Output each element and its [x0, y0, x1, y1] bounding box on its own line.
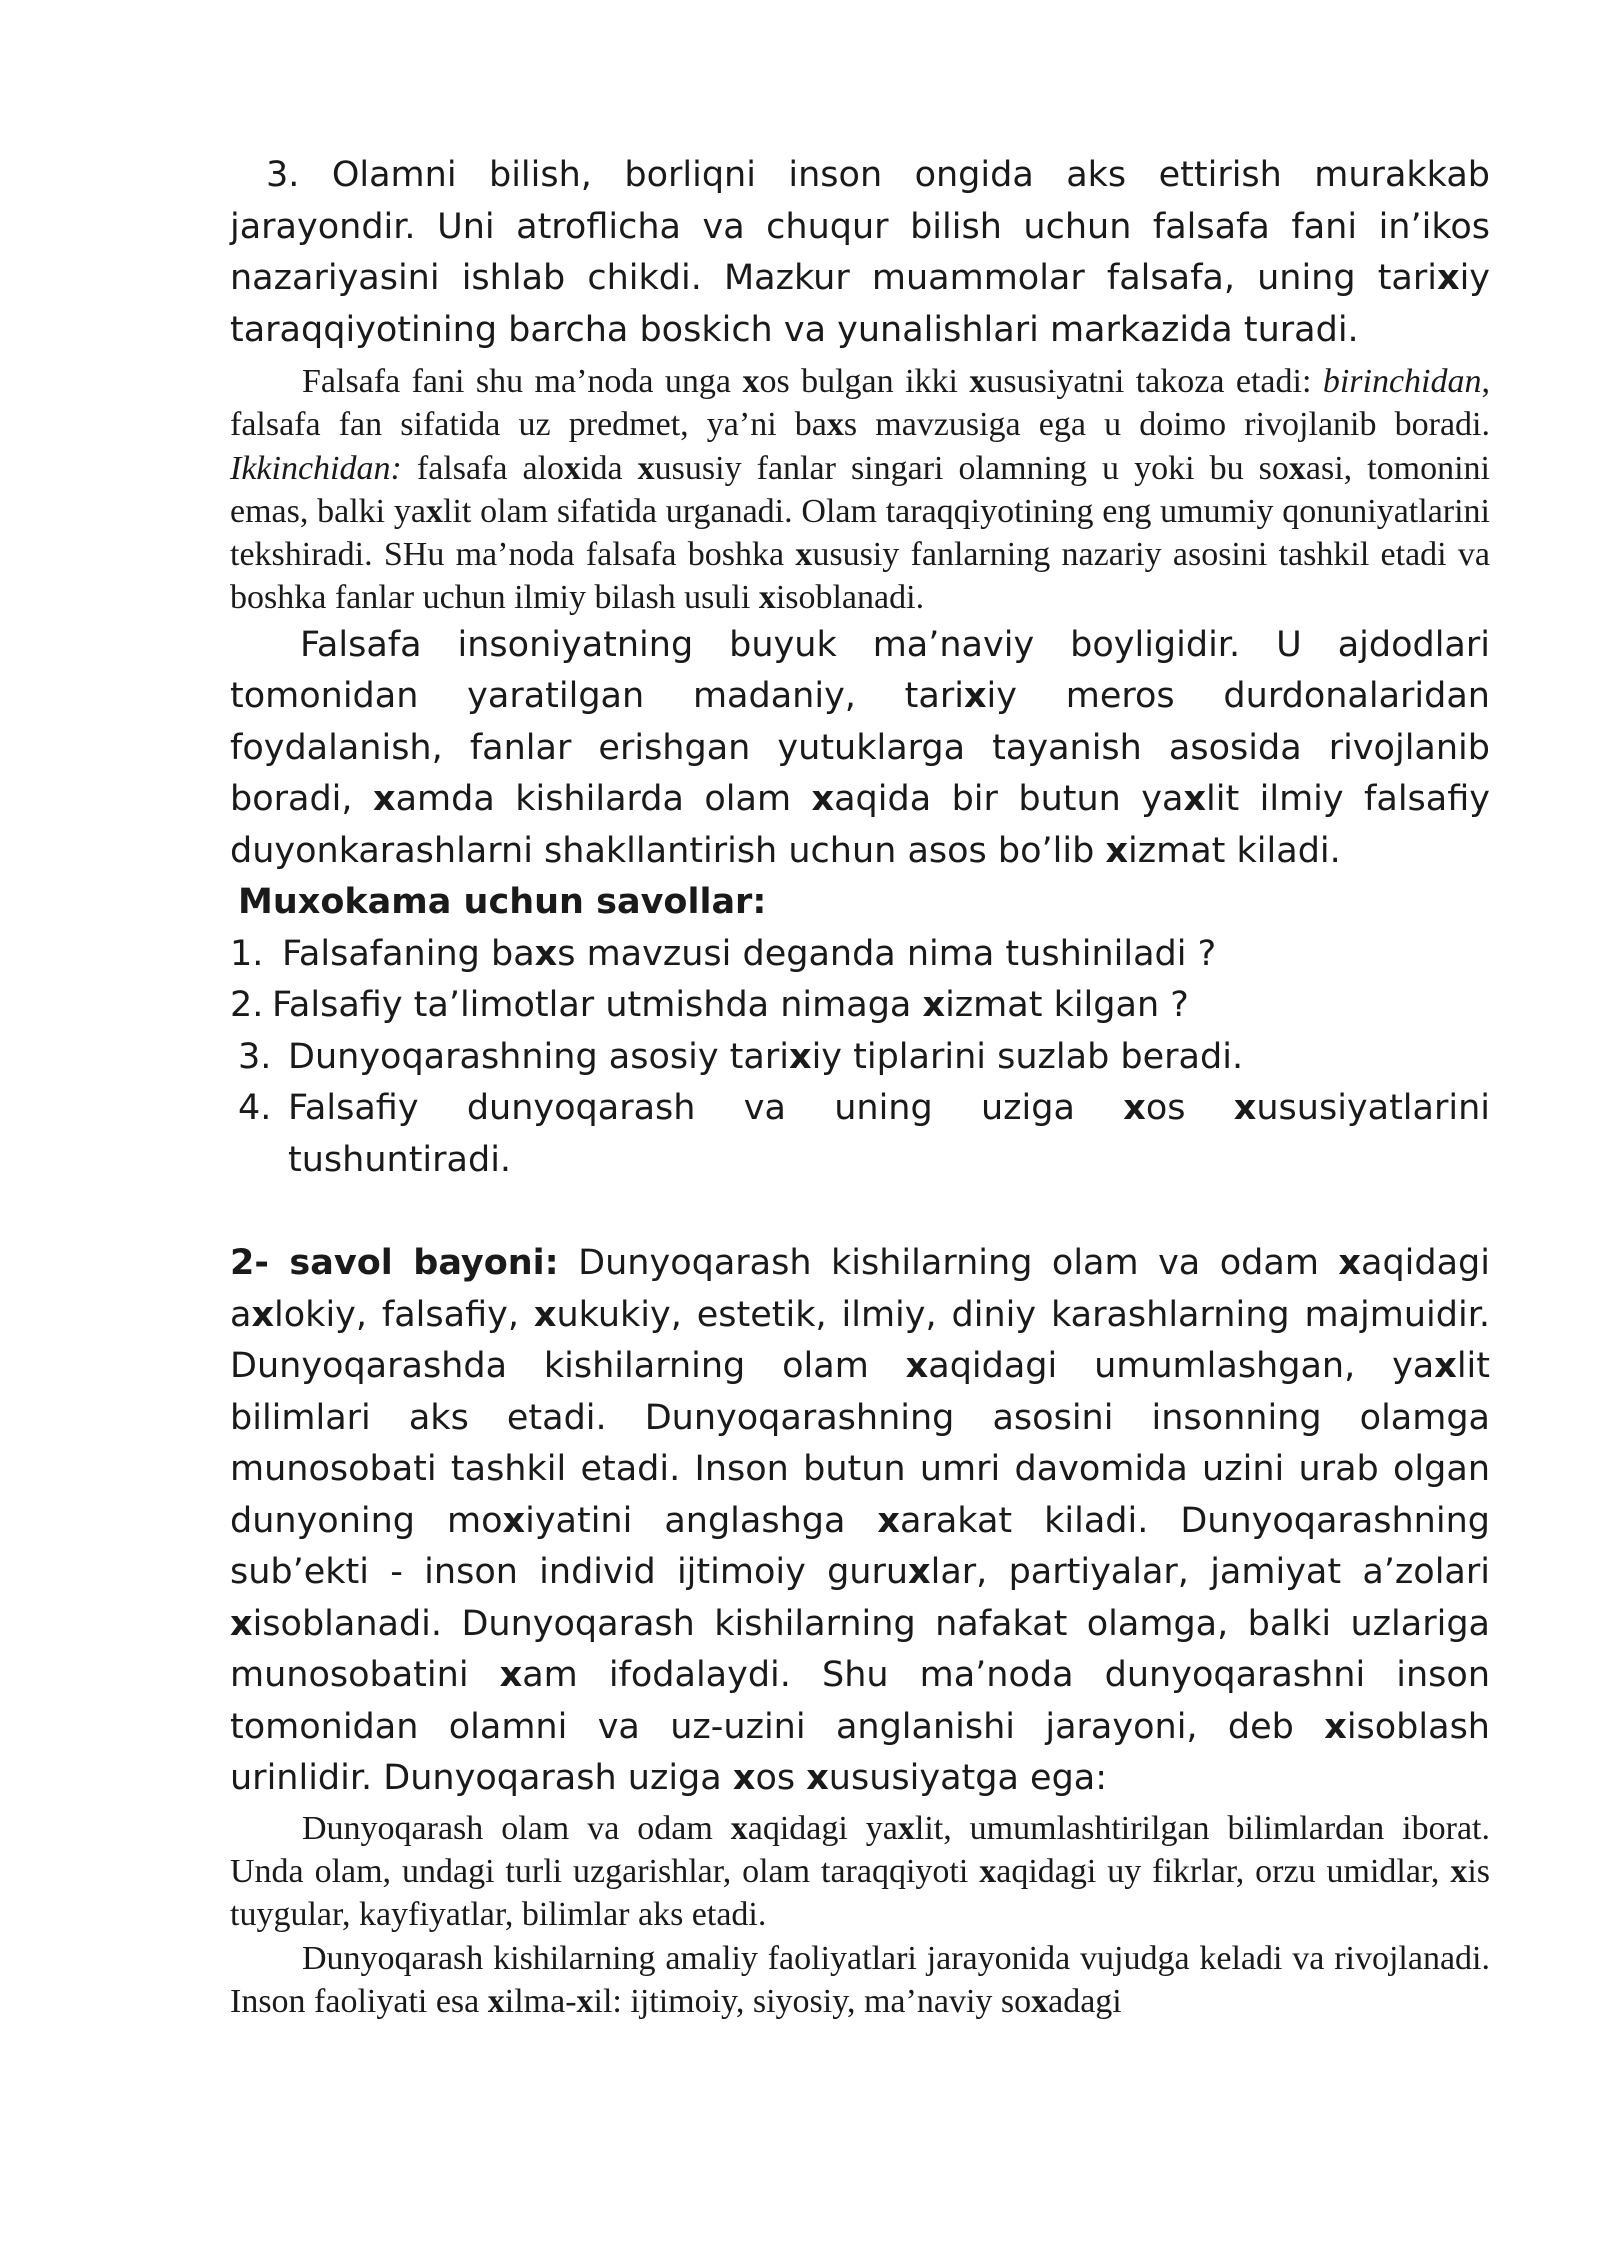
- section-label: 2- savol bayoni:: [230, 1243, 559, 1284]
- paragraph-intro: 3. Olamni bilish, borliqni inson ongida aks ettirish murakkab jarayondir. Uni atroflicha va chuqur bilish uchun falsafa fani in’ikos nazariyasini ishlab chikdi. Mazkur muammolar falsafa, uning tarixiy taraqqiyotining barcha boskich va yunalishlari markazida turadi.: [230, 155, 1490, 350]
- paragraph-worldview-knowledge: Dunyoqarash olam va odam xaqidagi yaxlit, umumlashtirilgan bilimlardan iborat. Unda olam, undagi turli uzgarishlar, olam taraqqiyoti xaqidagi uy fikrlar, orzu umidlar, xis tuygular, kayfiyatlar, bilimlar aks etadi.: [230, 1809, 1490, 1934]
- paragraph-gap: [230, 1186, 1490, 1238]
- document-page: [230, 150, 1490, 2023]
- question-item-3: 3. Dunyoqarashning asosiy tarixiy tiplarini suzlab beradi.: [238, 1036, 1244, 1077]
- question-item-2: 2. Falsafiy ta’limotlar utmishda nimaga xizmat kilgan ?: [230, 985, 1189, 1026]
- question-item-4: 4. Falsafiy dunyoqarash va uning uziga xos xususiyatlarini tushuntiradi.: [238, 1088, 1490, 1180]
- discussion-question-list: [230, 929, 1490, 1187]
- paragraph-worldview-activity: Dunyoqarash kishilarning amaliy faoliyatlari jarayonida vujudga keladi va rivojlanadi. Inson faoliyati esa xilma-xil: ijtimoiy, siyosiy, ma’naviy soxadagi: [230, 1939, 1490, 2020]
- paragraph-philosophy-features: Falsafa fani shu ma’noda unga xos bulgan ikki xususiyatni takoza etadi: birinchidan, falsafa fan sifatida uz predmet, ya’ni baxs mavzusiga ega u doimo rivojlanib boradi. Ikkinchidan: falsafa aloxida xususiy fanlar singari olamning u yoki bu soxasi, tomonini emas, balki yaxlit olam sifatida urganadi. Olam taraqqiyotining eng umumiy qonuniyatlarini tekshiradi. SHu ma’noda falsafa boshka xususiy fanlarning nazariy asosini tashkil etadi va boshka fanlar uchun ilmiy bilash usuli xisoblanadi.: [230, 363, 1490, 617]
- paragraph-worldview-definition: 2- savol bayoni: Dunyoqarash kishilarning olam va odam xaqidagi axlokiy, falsafiy, xukukiy, estetik, ilmiy, diniy karashlarning majmuidir. Dunyoqarashda kishilarning olam xaqidagi umumlashgan, yaxlit bilimlari aks etadi. Dunyoqarashning asosini insonning olamga munosobati tashkil etadi. Inson butun umri davomida uzini urab olgan dunyoning moxiyatini anglashga xarakat kiladi. Dunyoqarashning sub’ekti - inson individ ijtimoiy guruxlar, partiyalar, jamiyat a’zolari xisoblanadi. Dunyoqarash kishilarning nafakat olamga, balki uzlariga munosobatini xam ifodalaydi. Shu ma’noda dunyoqarashni inson tomonidan olamni va uz-uzini anglanishi jarayoni, deb xisoblash urinlidir. Dunyoqarash uziga xos xususiyatga ega:: [230, 1243, 1491, 1799]
- discussion-heading: Muxokama uchun savollar:: [238, 882, 767, 923]
- paragraph-humanity-heritage: Falsafa insoniyatning buyuk ma’naviy boyligidir. U ajdodlari tomonidan yaratilgan madaniy, tarixiy meros durdonalaridan foydalanish, fanlar erishgan yutuklarga tayanish asosida rivojlanib boradi, xamda kishilarda olam xaqida bir butun yaxlit ilmiy falsafiy duyonkarashlarni shakllantirish uchun asos bo’lib xizmat kiladi.: [230, 624, 1490, 871]
- question-item-1: 1. Falsafaning baxs mavzusi deganda nima tushiniladi ?: [230, 933, 1217, 974]
